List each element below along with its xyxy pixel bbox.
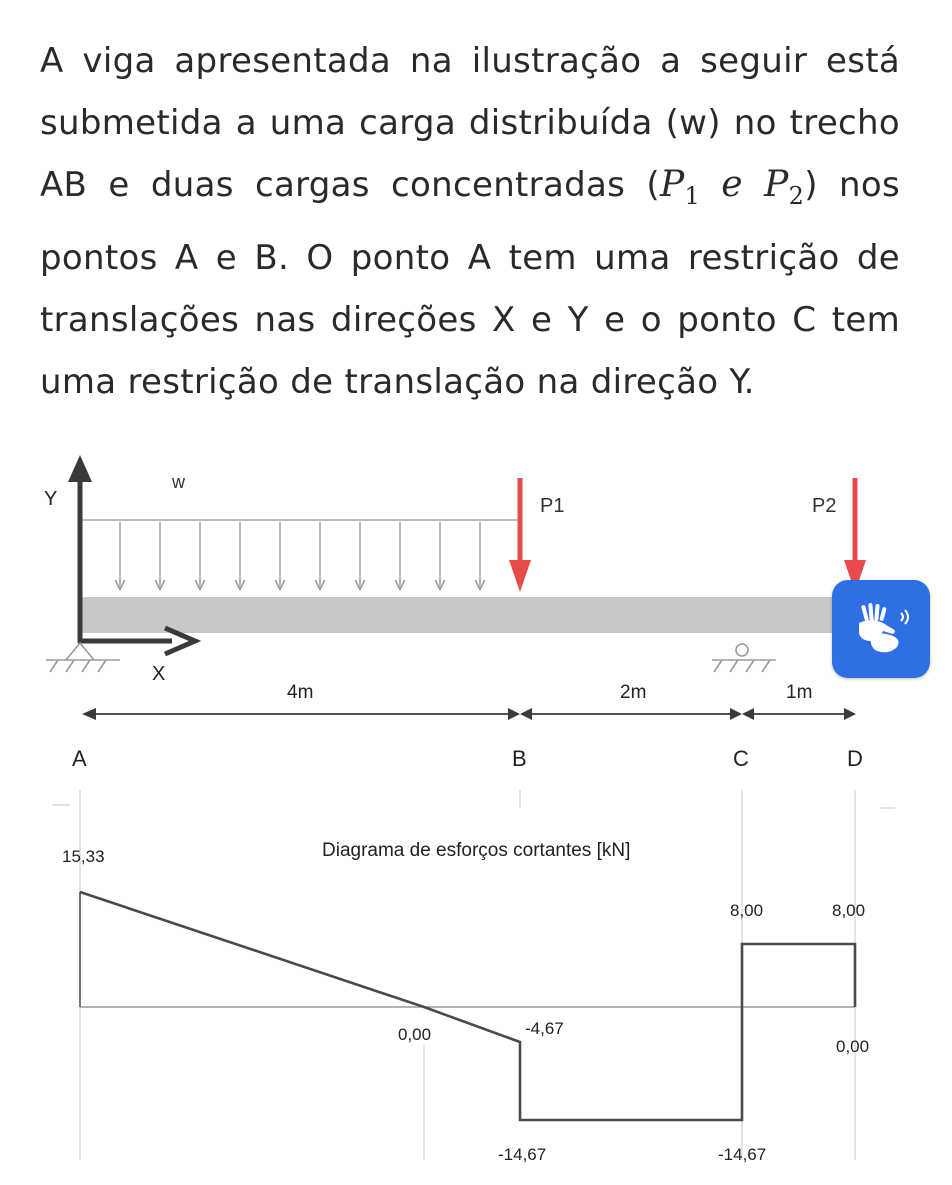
- label-d-top: 8,00: [832, 901, 866, 920]
- label-d-zero: 0,00: [836, 1037, 870, 1056]
- statement-part1: A viga apresentada na ilustração a seguir está submetida a uma carga distribuída (w) no trecho AB e duas cargas concentradas (: [40, 41, 900, 205]
- label-p1: P1: [540, 495, 565, 517]
- point-a: A: [72, 746, 87, 771]
- connector-e: e: [721, 164, 743, 205]
- dim-bc: 2m: [620, 682, 647, 703]
- problem-statement: [40, 30, 900, 413]
- beam: [78, 597, 858, 633]
- statement-part2: ) nos pontos A e B. O ponto A tem uma restrição de translações nas direções X e Y e o ponto C tem uma restrição de translação na direção Y.: [40, 165, 900, 403]
- axis-y-label: Y: [44, 488, 58, 510]
- label-p2: P2: [812, 495, 837, 517]
- shear-curve: [80, 892, 855, 1120]
- accessibility-button[interactable]: [832, 580, 930, 678]
- label-c-top: 8,00: [730, 901, 764, 920]
- distributed-load-w: [80, 520, 520, 588]
- p2-symbol: $P_2$: [764, 164, 805, 211]
- dim-cd: 1m: [786, 682, 813, 703]
- p1-symbol: $P_1$: [659, 164, 701, 211]
- label-c-bottom: -14,67: [718, 1145, 767, 1164]
- load-p2-arrow: [844, 478, 866, 592]
- pin-support-a: [46, 643, 120, 672]
- sign-language-hands-icon: [849, 601, 913, 657]
- shear-diagram-title: Diagrama de esforços cortantes [kN]: [322, 840, 631, 861]
- dim-ab: 4m: [287, 682, 314, 703]
- point-c: C: [733, 746, 749, 771]
- load-p1-arrow: [509, 478, 531, 592]
- point-b: B: [512, 746, 527, 771]
- label-b-bottom: -14,67: [498, 1145, 547, 1164]
- axis-x-label: X: [152, 663, 166, 685]
- dimension-line: [82, 708, 856, 720]
- label-b-left: -4,67: [525, 1019, 564, 1038]
- roller-support-c: [712, 644, 776, 672]
- beam-and-shear-figure: [0, 440, 952, 1185]
- label-a-top: 15,33: [62, 847, 105, 866]
- label-w: w: [172, 472, 185, 492]
- point-d: D: [847, 746, 863, 771]
- label-zero-mid: 0,00: [398, 1025, 432, 1044]
